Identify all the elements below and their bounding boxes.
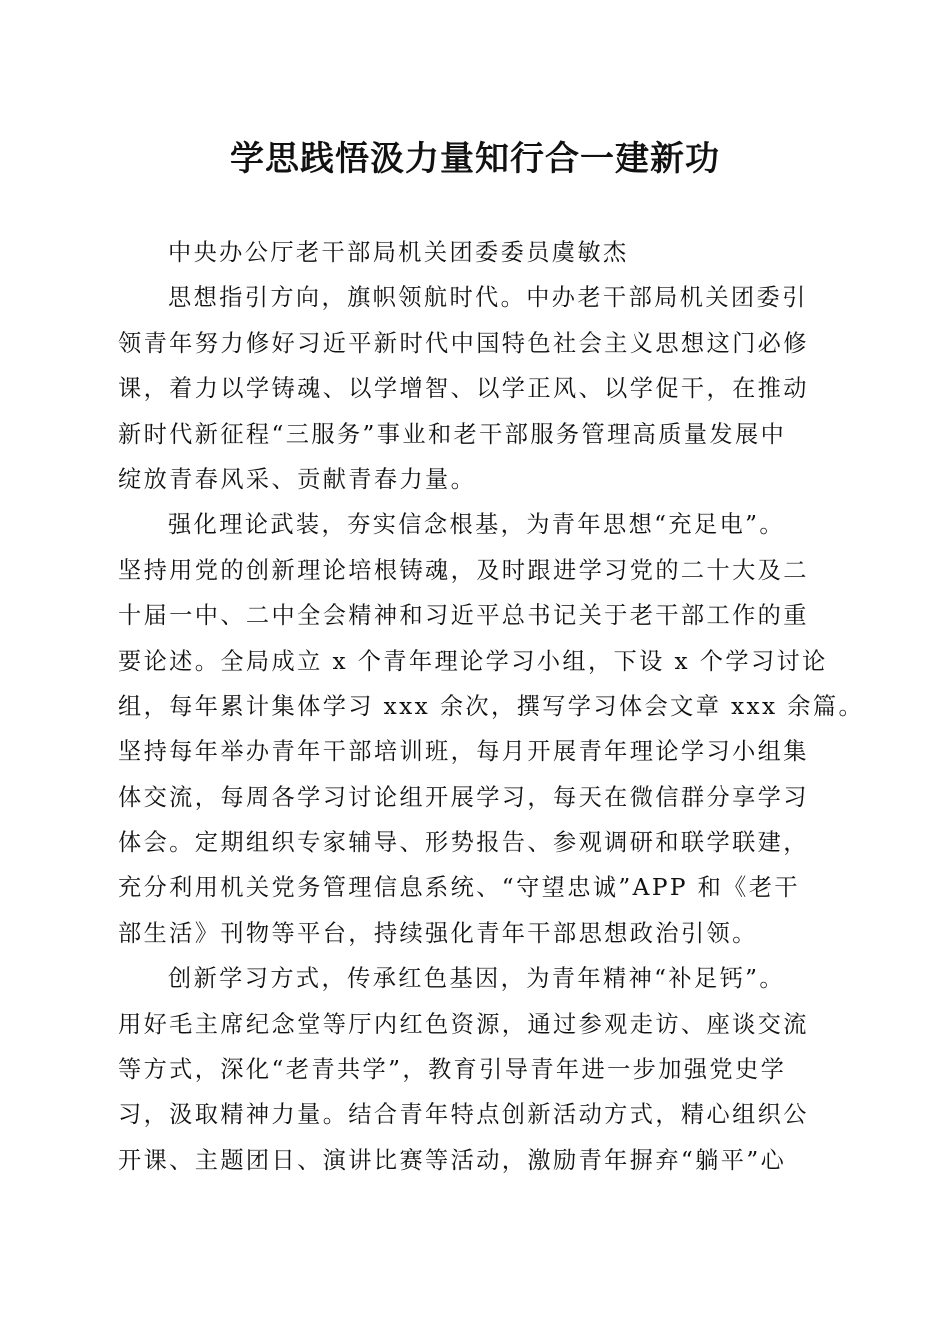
paragraph-line: 强化理论武装，夯实信念根基，为青年思想“充足电”。	[168, 511, 786, 539]
paragraph-line: 开课、主题团日、演讲比赛等活动，激励青年摒弃“躺平”心	[118, 1146, 787, 1174]
paragraph-line: 思想指引方向，旗帜领航时代。中办老干部局机关团委引	[168, 284, 808, 312]
paragraph-line: 充分利用机关党务管理信息系统、“守望忠诚”APP 和《老干	[118, 874, 800, 902]
paragraph-line: 新时代新征程“三服务”事业和老干部服务管理高质量发展中	[118, 420, 787, 448]
document-title: 学思践悟汲力量知行合一建新功	[230, 139, 720, 179]
paragraph-line: 十届一中、二中全会精神和习近平总书记关于老干部工作的重	[118, 602, 809, 630]
paragraph-line: 用好毛主席纪念堂等厅内红色资源，通过参观走访、座谈交流	[118, 1010, 809, 1038]
author-line: 中央办公厅老干部局机关团委委员虞敏杰	[168, 239, 629, 266]
paragraph-2	[118, 502, 865, 956]
paragraph-3	[118, 956, 833, 1183]
paragraph-line: 习，汲取精神力量。结合青年特点创新活动方式，精心组织公	[118, 1101, 809, 1129]
paragraph-line: 创新学习方式，传承红色基因，为青年精神“补足钙”。	[168, 965, 786, 993]
paragraph-1	[118, 275, 833, 502]
paragraph-line: 组，每年累计集体学习 xxx 余次，撰写学习体会文章 xxx 余篇。	[118, 692, 865, 720]
paragraph-line: 要论述。全局成立 x 个青年理论学习小组，下设 x 个学习讨论	[118, 647, 828, 675]
paragraph-line: 等方式，深化“老青共学”，教育引导青年进一步加强党史学	[118, 1056, 787, 1084]
paragraph-line: 领青年努力修好习近平新时代中国特色社会主义思想这门必修	[118, 329, 809, 357]
paragraph-line: 绽放青春风采、贡献青春力量。	[118, 465, 477, 493]
paragraph-line: 课，着力以学铸魂、以学增智、以学正风、以学促干，在推动	[118, 375, 809, 403]
paragraph-line: 坚持用党的创新理论培根铸魂，及时跟进学习党的二十大及二	[118, 556, 809, 584]
paragraph-line: 坚持每年举办青年干部培训班，每月开展青年理论学习小组集	[118, 738, 809, 766]
paragraph-line: 体会。定期组织专家辅导、形势报告、参观调研和联学联建，	[118, 829, 809, 857]
paragraph-line: 体交流，每周各学习讨论组开展学习，每天在微信群分享学习	[118, 783, 809, 811]
document-body	[118, 230, 865, 1183]
paragraph-line: 部生活》刊物等平台，持续强化青年干部思想政治引领。	[118, 919, 758, 947]
